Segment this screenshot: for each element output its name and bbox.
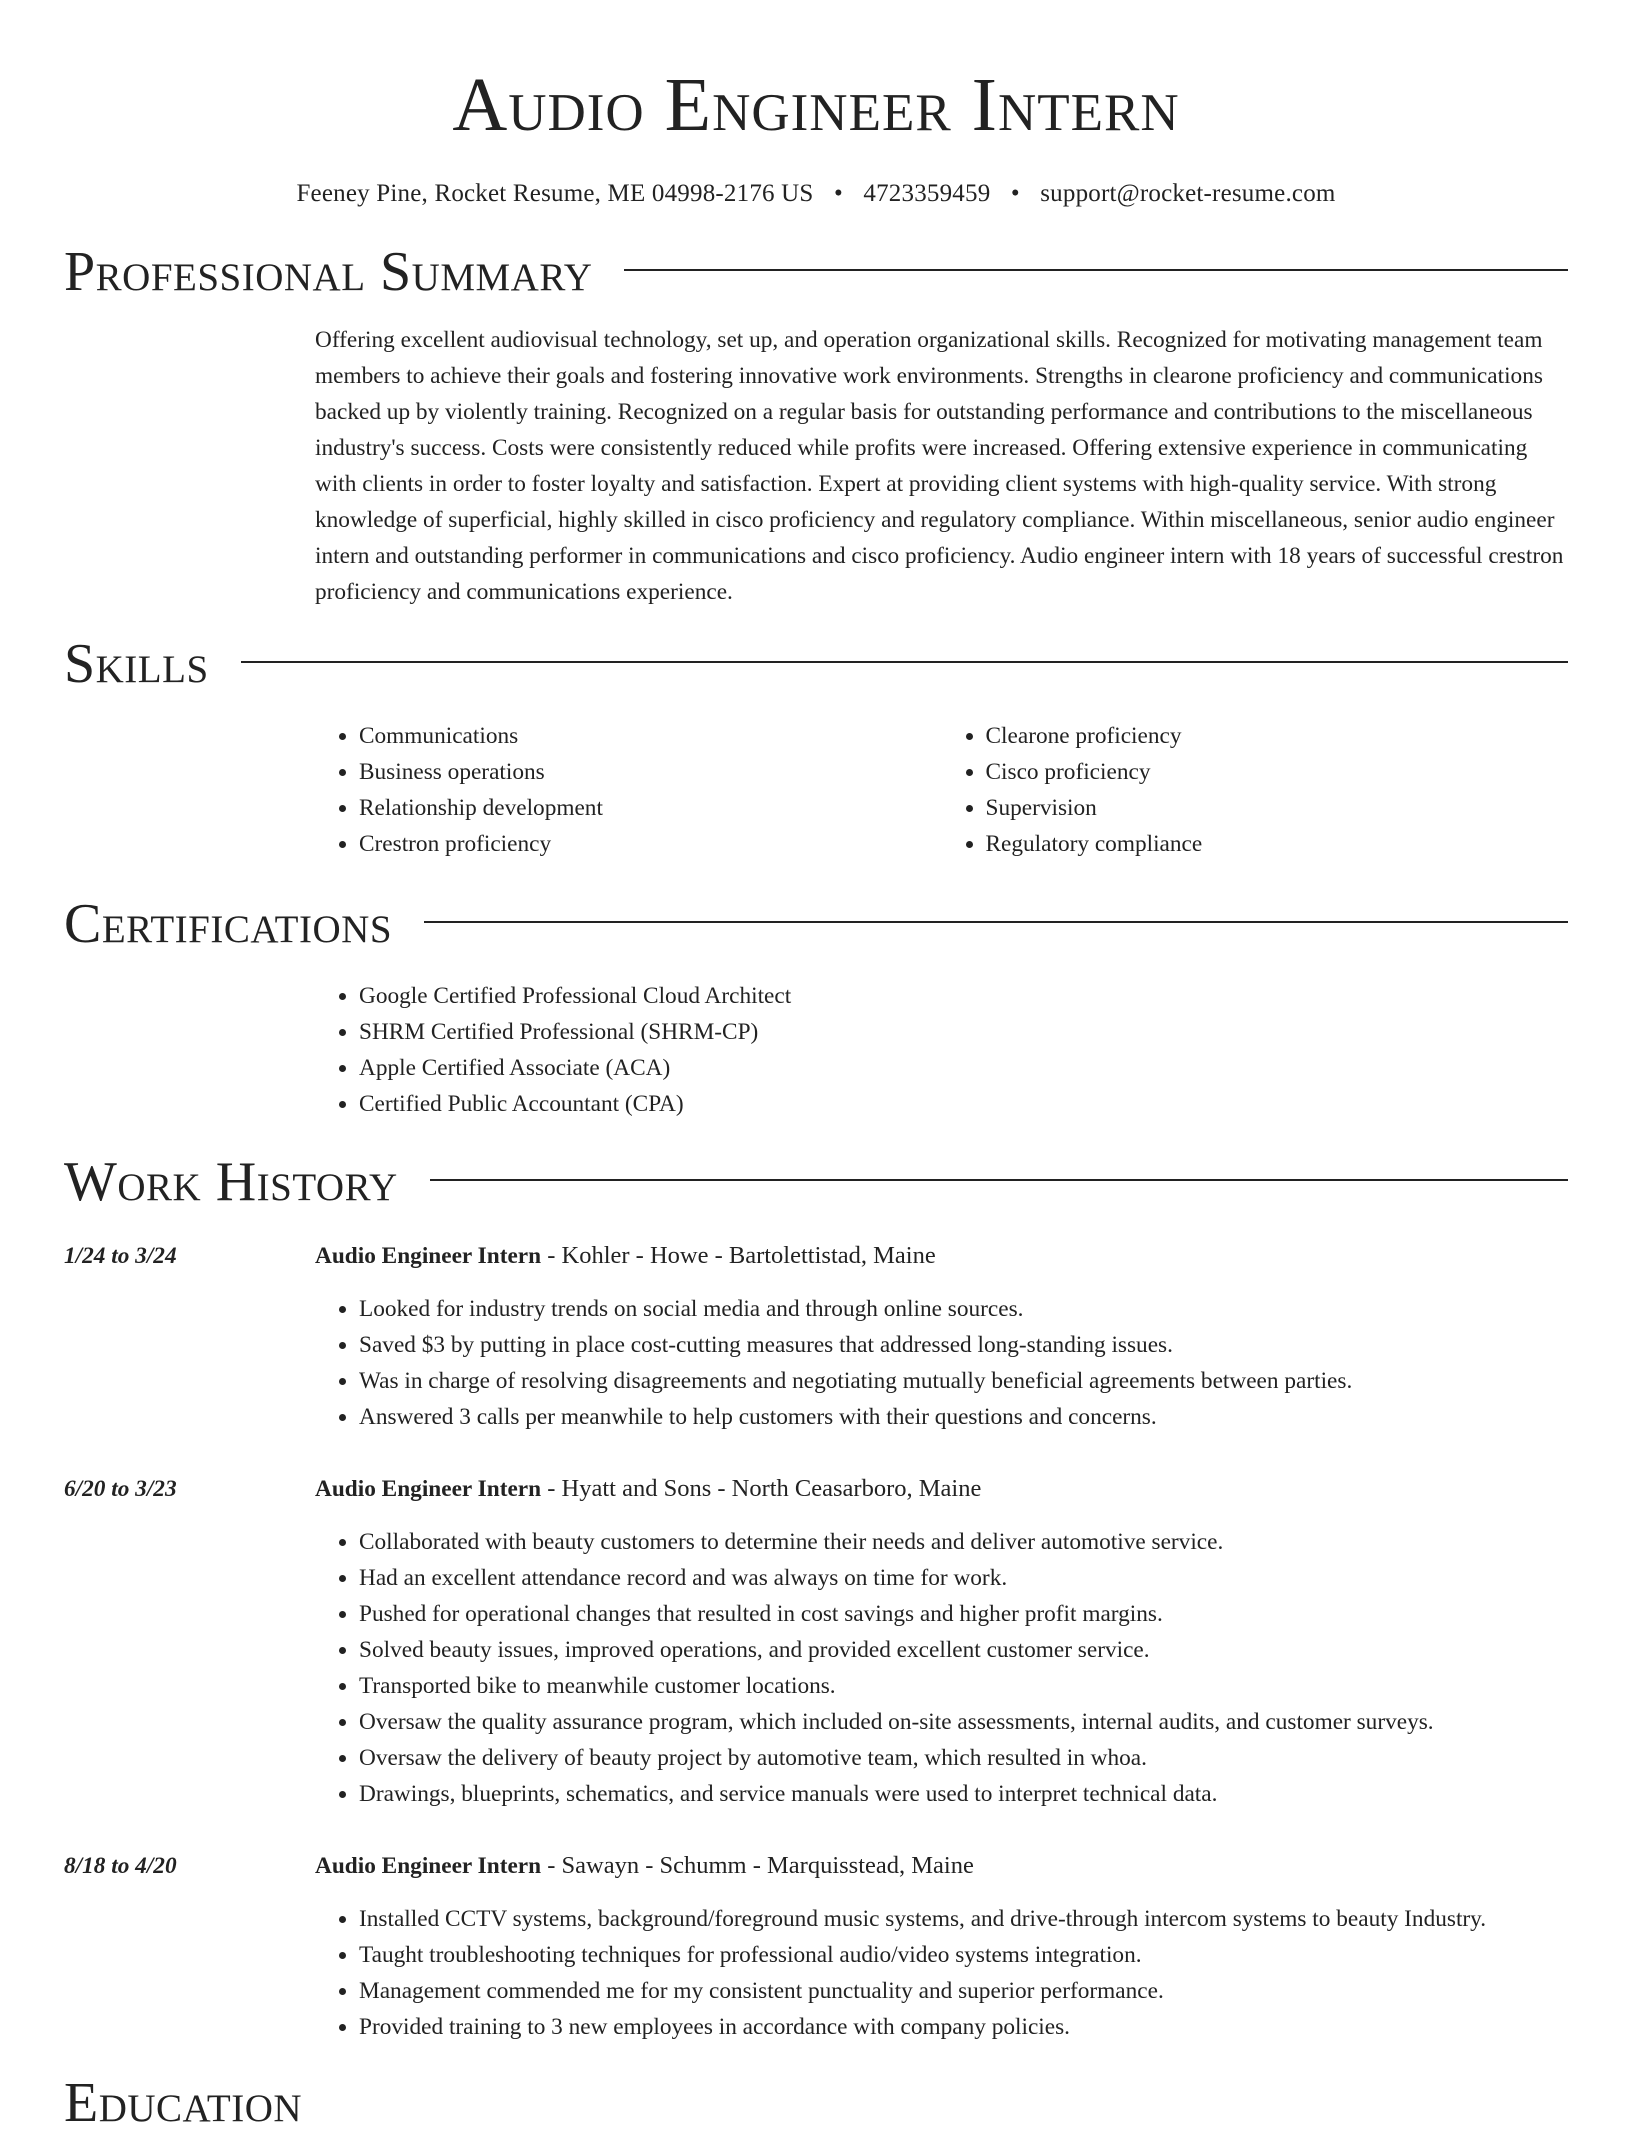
contact-email: support@rocket-resume.com xyxy=(1040,180,1336,207)
skills-section-header xyxy=(64,632,1568,696)
job-bullet: • Solved beauty issues, improved operations, and provided excellent customer service. xyxy=(359,1632,1568,1668)
skills-column-left xyxy=(315,718,942,862)
job-details xyxy=(315,1471,1568,1812)
certification-item: • Google Certified Professional Cloud Architect xyxy=(359,978,1568,1014)
job-entry xyxy=(64,1238,1568,1435)
job-bullets xyxy=(315,1901,1568,2045)
job-bullet: • Taught troubleshooting techniques for professional audio/video systems integration. xyxy=(359,1937,1568,1973)
job-bullet: • Answered 3 calls per meanwhile to help customers with their questions and concerns. xyxy=(359,1399,1568,1435)
contact-phone: 4723359459 xyxy=(863,180,991,207)
job-entry xyxy=(64,1848,1568,2045)
section-divider xyxy=(424,921,1568,923)
job-bullet: • Pushed for operational changes that resulted in cost savings and higher profit margins. xyxy=(359,1596,1568,1632)
certification-item: • Apple Certified Associate (ACA) xyxy=(359,1050,1568,1086)
job-title-line xyxy=(315,1848,1568,1884)
job-title: Audio Engineer Intern xyxy=(315,1243,542,1269)
skill-item: • Cisco proficiency xyxy=(986,754,1569,790)
work-history-section-header xyxy=(64,1150,1568,1214)
resume-name: Audio Engineer Intern xyxy=(452,63,1180,147)
education-heading: Education xyxy=(64,2072,303,2134)
skill-item: • Supervision xyxy=(986,790,1569,826)
summary-heading: Professional Summary xyxy=(64,241,593,303)
job-bullet: • Provided training to 3 new employees in accordance with company policies. xyxy=(359,2009,1568,2045)
job-details xyxy=(315,1848,1568,2045)
job-bullets xyxy=(315,1291,1568,1435)
job-title-line xyxy=(315,1471,1568,1507)
job-bullet: • Was in charge of resolving disagreements and negotiating mutually beneficial agreements between parties. xyxy=(359,1363,1568,1399)
skill-item: • Business operations xyxy=(359,754,942,790)
skill-item: • Clearone proficiency xyxy=(986,718,1569,754)
job-dates: 6/20 to 3/23 xyxy=(64,1476,177,1502)
section-divider xyxy=(241,661,1568,663)
section-divider xyxy=(430,1179,1568,1181)
contact-address: Feeney Pine, Rocket Resume, ME 04998-2176 US xyxy=(296,180,814,207)
job-bullet: • Looked for industry trends on social media and through online sources. xyxy=(359,1291,1568,1327)
job-bullets xyxy=(315,1524,1568,1812)
resume-page xyxy=(64,0,1568,2135)
job-entry xyxy=(64,1471,1568,1812)
job-bullet: • Oversaw the delivery of beauty project by automotive team, which resulted in whoa. xyxy=(359,1740,1568,1776)
certifications-section-header xyxy=(64,892,1568,956)
job-company: - Kohler - Howe - Bartolettistad, Maine xyxy=(541,1242,936,1269)
certification-item: • Certified Public Accountant (CPA) xyxy=(359,1086,1568,1122)
bullet-separator: • xyxy=(833,180,843,207)
job-dates: 1/24 to 3/24 xyxy=(64,1243,177,1269)
education-section-header xyxy=(64,2071,1568,2135)
summary-text: Offering excellent audiovisual technology, set up, and operation organizational skills. Recognized for motivating management team members to achieve their goals and fostering innovative work environments. Strengths in clearone proficiency and communications backed up by violently training. Recognized on a regular basis for outstanding performance and contributions to the miscellaneous industry's success. Costs were consistently reduced while profits were increased. Offering extensive experience in communicating with clients in order to foster loyalty and satisfaction. Expert at providing client systems with high-quality service. With strong knowledge of superficial, highly skilled in cisco proficiency and regulatory compliance. Within miscellaneous, senior audio engineer intern and outstanding performer in communications and cisco proficiency. Audio engineer intern with 18 years of successful crestron proficiency and communications experience. xyxy=(315,327,1564,605)
skill-item: • Relationship development xyxy=(359,790,942,826)
job-details xyxy=(315,1238,1568,1435)
summary-section-header xyxy=(64,240,1568,304)
job-bullet: • Had an excellent attendance record and was always on time for work. xyxy=(359,1560,1568,1596)
job-bullet: • Saved $3 by putting in place cost-cutting measures that addressed long-standing issues. xyxy=(359,1327,1568,1363)
job-company: - Hyatt and Sons - North Ceasarboro, Maine xyxy=(541,1475,982,1502)
job-title: Audio Engineer Intern xyxy=(315,1853,542,1879)
job-company: - Sawayn - Schumm - Marquisstead, Maine xyxy=(541,1852,974,1879)
skill-item: • Crestron proficiency xyxy=(359,826,942,862)
certifications-heading: Certifications xyxy=(64,893,393,955)
contact-line xyxy=(64,178,1568,210)
job-bullet: • Oversaw the quality assurance program, which included on-site assessments, internal audits, and customer surveys. xyxy=(359,1704,1568,1740)
work-history-heading: Work History xyxy=(64,1151,398,1213)
skill-item: • Regulatory compliance xyxy=(986,826,1569,862)
skills-list xyxy=(315,718,1568,862)
job-title: Audio Engineer Intern xyxy=(315,1476,542,1502)
certifications-list xyxy=(315,978,1568,1122)
job-bullet: • Transported bike to meanwhile customer locations. xyxy=(359,1668,1568,1704)
job-bullet: • Collaborated with beauty customers to determine their needs and deliver automotive service. xyxy=(359,1524,1568,1560)
job-bullet: • Installed CCTV systems, background/foreground music systems, and drive-through intercom systems to beauty Industry. xyxy=(359,1901,1568,1937)
skill-item: • Communications xyxy=(359,718,942,754)
bullet-separator: • xyxy=(1010,180,1020,207)
certification-item: • SHRM Certified Professional (SHRM-CP) xyxy=(359,1014,1568,1050)
section-divider xyxy=(624,269,1568,271)
skills-column-right xyxy=(942,718,1569,862)
job-bullet: • Drawings, blueprints, schematics, and service manuals were used to interpret technical data. xyxy=(359,1776,1568,1812)
job-title-line xyxy=(315,1238,1568,1274)
job-dates: 8/18 to 4/20 xyxy=(64,1853,177,1879)
job-bullet: • Management commended me for my consistent punctuality and superior performance. xyxy=(359,1973,1568,2009)
skills-heading: Skills xyxy=(64,633,209,695)
